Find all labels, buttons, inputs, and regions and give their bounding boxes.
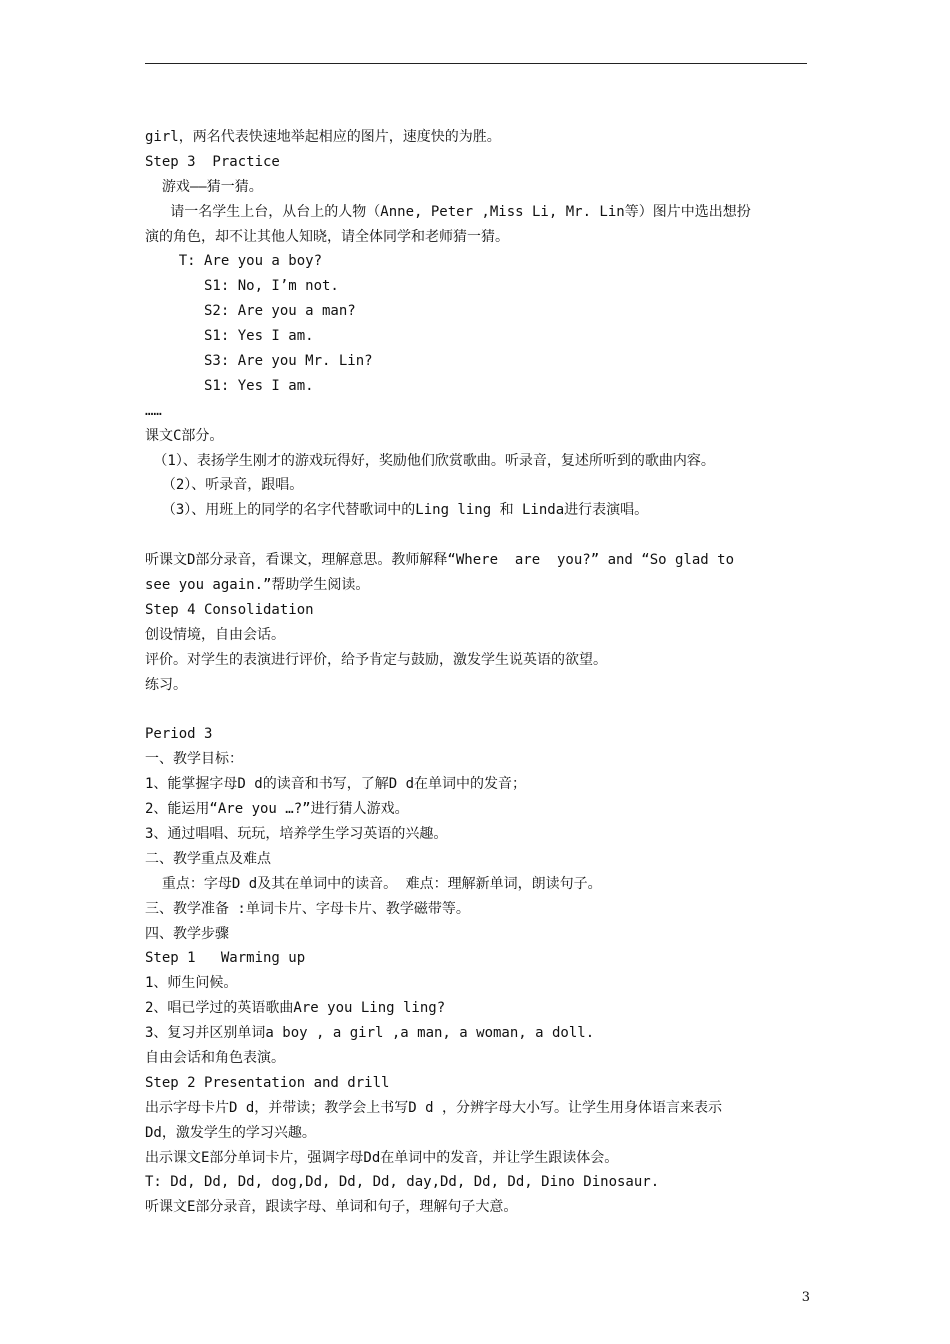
text-line: 演的角色，却不让其他人知晓，请全体同学和老师猜一猜。 bbox=[145, 228, 509, 245]
text-line: 1、师生问候。 bbox=[145, 975, 238, 992]
dialogue-line: S1: Yes I am. bbox=[145, 377, 314, 394]
text-line: 出示课文E部分单词卡片，强调字母Dd在单词中的发音，并让学生跟读体会。 bbox=[145, 1149, 619, 1166]
text-line: （3）、用班上的同学的名字代替歌词中的Ling ling 和 Linda进行表演唱。 bbox=[145, 502, 649, 519]
section-heading: Step 4 Consolidation bbox=[145, 601, 314, 618]
text-line: （2）、听录音，跟唱。 bbox=[145, 477, 304, 494]
text-line: 听课文E部分录音，跟读字母、单词和句子，理解句子大意。 bbox=[145, 1199, 518, 1216]
text-line: 练习。 bbox=[145, 676, 187, 693]
text-line: 课文C部分。 bbox=[145, 427, 224, 444]
section-heading: 四、教学步骤 bbox=[145, 925, 229, 942]
section-heading: 三、教学准备 :单词卡片、字母卡片、教学磁带等。 bbox=[145, 900, 470, 917]
period-heading: Period 3 bbox=[145, 726, 213, 743]
dialogue-line: S2: Are you a man? bbox=[145, 303, 356, 320]
section-heading: 一、教学目标： bbox=[145, 751, 243, 768]
text-line: 自由会话和角色表演。 bbox=[145, 1049, 285, 1066]
text-line: 2、能运用“Are you …?”进行猜人游戏。 bbox=[145, 801, 409, 818]
blank-line bbox=[145, 523, 807, 548]
text-line: 1、能掌握字母D d的读音和书写，了解D d在单词中的发音； bbox=[145, 776, 526, 793]
section-heading: 二、教学重点及难点 bbox=[145, 850, 271, 867]
text-line: 创设情境，自由会话。 bbox=[145, 626, 285, 643]
text-line: 出示字母卡片D d，并带读；教学会上书写D d ，分辨字母大小写。让学生用身体语言来表示 bbox=[145, 1099, 722, 1116]
ellipsis-line: …… bbox=[145, 402, 162, 419]
section-heading: Step 2 Presentation and drill bbox=[145, 1074, 390, 1091]
text-line: 请一名学生上台，从台上的人物（Anne, Peter ,Miss Li, Mr. Lin等）图片中选出想扮 bbox=[145, 203, 751, 220]
text-line: （1）、表扬学生刚才的游戏玩得好，奖励他们欣赏歌曲。听录音，复述所听到的歌曲内容。 bbox=[145, 452, 715, 469]
text-line: 3、通过唱唱、玩玩，培养学生学习英语的兴趣。 bbox=[145, 825, 448, 842]
section-heading: Step 1 Warming up bbox=[145, 950, 306, 967]
document-body bbox=[145, 125, 807, 1220]
text-line: 重点：字母D d及其在单词中的读音。 难点：理解新单词，朗读句子。 bbox=[145, 875, 602, 892]
dialogue-line: T: Are you a boy? bbox=[145, 253, 323, 270]
text-line: 3、复习并区别单词a boy , a girl ,a man, a woman, a doll. bbox=[145, 1025, 595, 1042]
dialogue-line: S3: Are you Mr. Lin? bbox=[145, 353, 373, 370]
text-line: T: Dd, Dd, Dd, dog,Dd, Dd, Dd, day,Dd, Dd, Dd, Dino Dinosaur. bbox=[145, 1174, 660, 1191]
page-number: 3 bbox=[801, 1290, 810, 1305]
text-line: 评价。对学生的表演进行评价，给予肯定与鼓励，激发学生说英语的欲望。 bbox=[145, 651, 607, 668]
blank-line bbox=[145, 697, 807, 722]
text-line: 听课文D部分录音，看课文，理解意思。教师解释“Where are you?” and “So glad to bbox=[145, 552, 735, 569]
section-heading: Step 3 Practice bbox=[145, 153, 280, 170]
dialogue-line: S1: No, I’m not. bbox=[145, 278, 339, 295]
text-line: 游戏——猜一猜。 bbox=[145, 178, 263, 195]
text-line: 2、唱已学过的英语歌曲Are you Ling ling? bbox=[145, 1000, 446, 1017]
text-line: girl，两名代表快速地举起相应的图片，速度快的为胜。 bbox=[145, 129, 501, 145]
text-line: Dd，激发学生的学习兴趣。 bbox=[145, 1124, 316, 1141]
header-rule bbox=[145, 63, 807, 64]
text-line: see you again.”帮助学生阅读。 bbox=[145, 577, 370, 594]
dialogue-line: S1: Yes I am. bbox=[145, 328, 314, 345]
